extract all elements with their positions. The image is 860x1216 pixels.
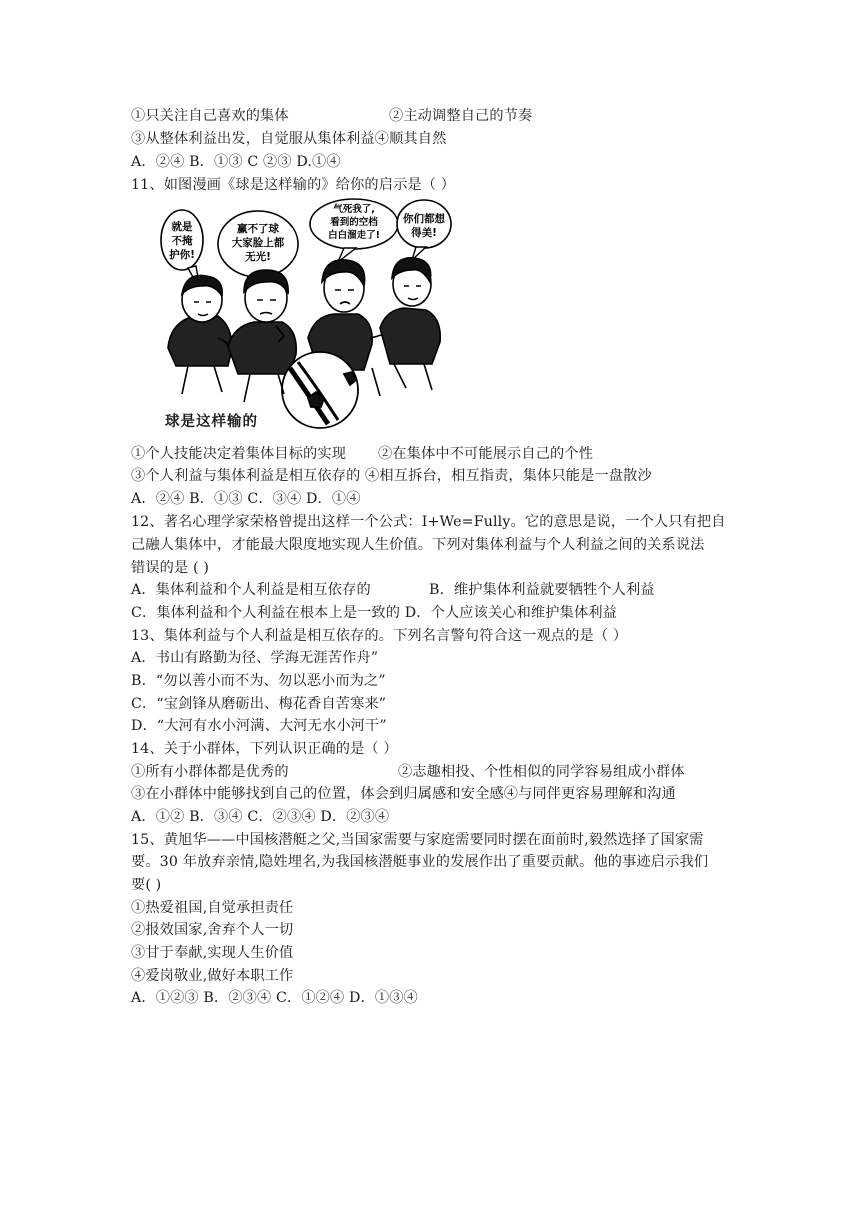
q15-option-4: ④爱岗敬业,做好本职工作 xyxy=(131,968,294,984)
boy-4-illustration xyxy=(380,258,440,364)
q14-stem: 14、关于小群体，下列认识正确的是（ ） xyxy=(131,741,398,757)
bubble3-line3: 白白溜走了! xyxy=(328,230,380,241)
q15-stem-line2: 要。30 年放弃亲情,隐姓埋名,为我国核潜艇事业的发展作出了重要贡献。他的事迹启示我们 xyxy=(131,854,709,870)
q10-option-2: ②主动调整自己的节奏 xyxy=(389,108,533,124)
bubble2-line2: 大家脸上都 xyxy=(231,237,285,249)
q10-answers: A．②④ B．①③ C ②③ D.①④ xyxy=(131,154,341,170)
q11-option-1: ①个人技能决定着集体目标的实现 xyxy=(131,446,347,462)
q15-stem-line1: 15、黄旭华——中国核潜艇之父,当国家需要与家庭需要同时摆在面前时,毅然选择了国家需 xyxy=(131,832,704,848)
bubble3-line2: 看到的空档 xyxy=(330,217,378,228)
comic-image xyxy=(158,198,452,432)
q10-option-1: ①只关注自己喜欢的集体 xyxy=(131,108,289,124)
q14-option-1: ①所有小群体都是优秀的 xyxy=(131,764,289,780)
q14-option-2: ②志趣相投、个性相似的同学容易组成小群体 xyxy=(398,764,685,780)
q11-answers: A．②④ B．①③ C．③④ D．①④ xyxy=(131,491,361,507)
q12-stem-line1: 12、著名心理学家荣格曾提出这样一个公式：I+We=Fully。它的意思是说，一个人只有把自 xyxy=(131,514,726,530)
comic-caption: 球是这样输的 xyxy=(165,413,258,430)
q12-option-c-d: C．集体利益和个人利益在根本上是一致的 D．个人应该关心和维护集体利益 xyxy=(131,605,617,621)
q13-option-b: B．“勿以善小而不为、勿以恶小而为之” xyxy=(131,673,386,689)
q10-option-3-4: ③从整体利益出发，自觉服从集体利益④顺其自然 xyxy=(131,131,447,147)
boy-2-illustration xyxy=(228,270,296,374)
bubble1-line3: 护你! xyxy=(169,249,195,261)
bubble2-line3: 无光! xyxy=(245,251,271,263)
q13-stem: 13、集体利益与个人利益是相互依存的。下列名言警句符合这一观点的是（ ） xyxy=(131,628,628,644)
q15-option-3: ③甘于奉献,实现人生价值 xyxy=(131,945,294,961)
bubble1-line2: 不掩 xyxy=(171,235,193,247)
bubble4-line1: 你们都想 xyxy=(403,213,445,225)
bubble1-line1: 就是 xyxy=(171,221,193,233)
q15-option-2: ②报效国家,舍弃个人一切 xyxy=(131,922,294,938)
q14-option-3-4: ③在小群体中能够找到自己的位置，体会到归属感和安全感④与同伴更容易理解和沟通 xyxy=(131,786,676,802)
q15-option-1: ①热爱祖国,自觉承担责任 xyxy=(131,900,294,916)
q13-option-d: D．“大河有水小河满、大河无水小河干” xyxy=(131,718,387,734)
bubble4-line2: 得美! xyxy=(411,227,437,239)
q12-option-a: A．集体利益和个人利益是相互依存的 xyxy=(131,582,371,598)
speech-bubble-4 xyxy=(397,200,451,260)
q11-option-2: ②在集体中不可能展示自己的个性 xyxy=(378,446,594,462)
q15-stem-line3: 要( ) xyxy=(131,877,162,893)
q14-answers: A．①② B．③④ C．②③④ D．②③④ xyxy=(131,809,390,825)
soccer-ball-illustration xyxy=(282,352,358,428)
q12-stem-line3: 错误的是 ( ) xyxy=(131,560,210,576)
boy-1-illustration xyxy=(168,275,232,366)
q13-option-a: A．书山有路勤为径、学海无涯苦作舟” xyxy=(131,650,379,666)
q12-stem-line2: 己融人集体中，才能最大限度地实现人生价值。下列对集体利益与个人利益之间的关系说法 xyxy=(131,537,705,553)
speech-bubble-3 xyxy=(310,199,398,262)
q12-option-b: B．维护集体利益就要牺牲个人利益 xyxy=(429,582,655,598)
bubble2-line1: 赢不了球 xyxy=(237,223,279,235)
q13-option-c: C．“宝剑锋从磨砺出、梅花香自苦寒来” xyxy=(131,696,387,712)
q11-stem: 11、如图漫画《球是这样输的》给你的启示是（ ） xyxy=(131,177,456,193)
q11-option-3-4: ③个人利益与集体利益是相互依存的 ④相互拆台，相互指责，集体只能是一盘散沙 xyxy=(131,468,652,484)
q15-answers: A．①②③ B．②③④ C．①②④ D．①③④ xyxy=(131,990,418,1006)
bubble3-line1: 气死我了, xyxy=(333,204,375,215)
